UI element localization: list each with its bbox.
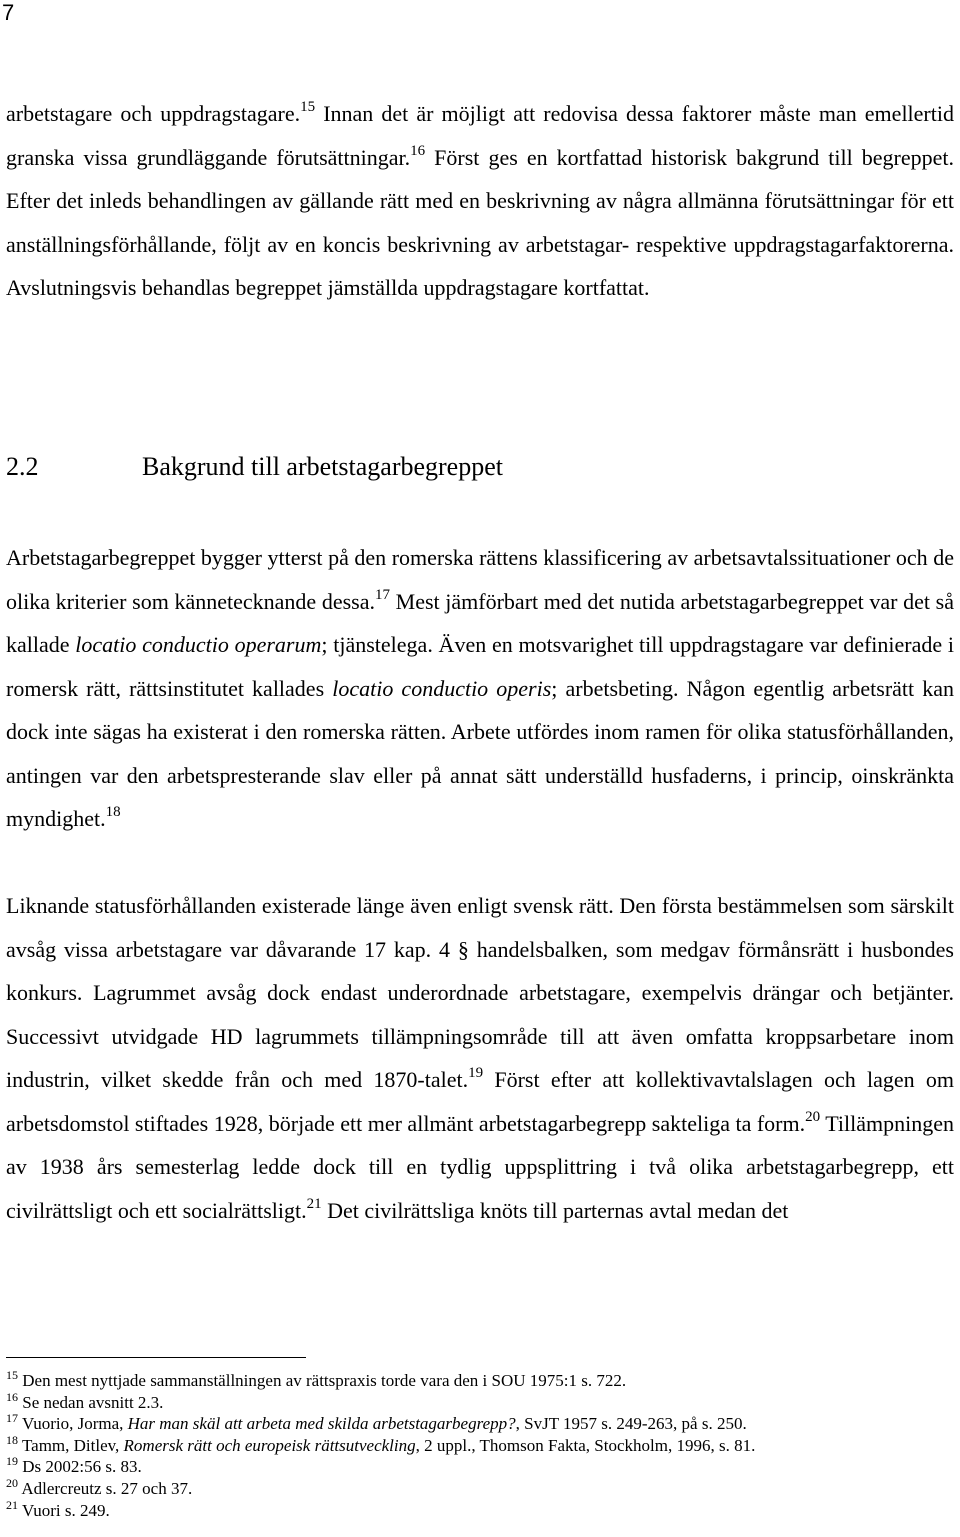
footnote-text: , 2 uppl., Thomson Fakta, Stockholm, 1996, s. 81. [415,1435,756,1455]
paragraph-intro [6,92,954,310]
footnote-text: Den mest nyttjade sammanställningen av rättspraxis torde vara den i SOU 1975:1 s. 722. [22,1371,627,1390]
text-run: arbetstagare och uppdragstagare. [6,101,301,126]
footnote-number: 21 [6,1497,18,1512]
footnote-number: 18 [6,1432,18,1447]
text-run: Liknande statusförhållanden existerade länge även enligt svensk rätt. Den första bestämmelsen som särskilt avsåg vissa arbetstagare var dåvarande 17 kap. 4 § handelsbalken, som medgav förmånsrätt i husbondes konkurs. Lagrummet avsåg dock endast underordnade arbetstagare, exempelvis drängar och betjänter. Successivt utvidgade HD lagrummets tillämpningsområde till att även omfatta kroppsarbetare inom industrin, vilket skedde från och med 1870-talet. [6,893,954,1092]
paragraph-background [6,536,954,841]
footnote-ref-19[interactable]: 19 [468,1065,484,1081]
footnote-19 [6,1456,954,1478]
footnote-ref-16[interactable]: 16 [410,142,426,159]
footnote-ref-18[interactable]: 18 [105,804,121,820]
paragraph-swedish-law [6,884,954,1232]
paragraph-text [6,92,954,310]
footnote-number: 19 [6,1454,18,1469]
text-run: Det civilrättsliga knöts till parternas avtal medan det [321,1197,789,1223]
text-run: Arbetstagarbegreppet bygger ytterst på den romerska rättens klassificering av arbetsavtalssituationer och de olika kriterier som kännetecknande dessa. [6,545,954,614]
footnote-ref-17[interactable]: 17 [374,586,390,603]
italic-term: locatio conductio operis [332,675,552,701]
text-run: ; arbetsbeting. Någon egentlig arbetsrätt kan dock inte sägas ha existerat i den romerska rätten. Arbete utfördes inom ramen för olika statusförhållanden, antingen var den arbetspresterande slav eller på annat sätt underställd husfaderns, i princip, oinskränkta myndighet. [6,675,954,831]
footnotes [6,1370,954,1521]
footnote-number: 16 [6,1389,18,1404]
footnote-text: Ds 2002:56 s. 83. [22,1457,142,1477]
footnote-text: Vuori s. 249. [21,1500,110,1520]
footnote-number: 20 [6,1475,18,1490]
footnote-separator [6,1357,306,1358]
text-run: Först efter att kollektivavtalslagen och lagen om arbetsdomstol stiftades 1928, började ett mer allmänt arbetstagarbegrepp sakteliga ta form. [6,1067,954,1136]
footnote-17 [6,1413,954,1435]
paragraph-text [6,884,954,1232]
footnote-text: Adlercreutz s. 27 och 37. [21,1478,193,1498]
text-run: Tillämpningen av 1938 års semesterlag ledde dock till en tydlig uppsplittring i två olika arbetstagarbegrepp, ett civilrättsligt och ett socialrättsligt. [6,1110,955,1223]
footnote-20 [6,1475,954,1500]
footnote-title: Har man skäl att arbeta med skilda arbetstagarbegrepp? [127,1414,516,1434]
section-heading [6,445,503,489]
footnote-text: Se nedan avsnitt 2.3. [22,1392,164,1412]
footnote-21 [6,1497,954,1522]
footnote-15 [6,1370,954,1392]
footnote-text: Tamm, Ditlev, [21,1435,124,1455]
text-run: ; tjänstelega. Även en motsvarighet till uppdragstagare var definierade i romersk rätt, rättsinstitutet kallades [6,632,954,701]
footnote-16 [6,1389,954,1414]
footnote-ref-20[interactable]: 20 [805,1108,821,1125]
footnote-18 [6,1432,954,1457]
section-title: Bakgrund till arbetstagarbegreppet [142,452,503,481]
footnote-ref-21[interactable]: 21 [306,1195,322,1212]
text-run: Först ges en kortfattad historisk bakgrund till begreppet. Efter det inleds behandlingen av gällande rätt med en beskrivning av några allmänna förutsättningar för ett anställningsförhållande, följt av en koncis beskrivning av arbetstagar- respektive uppdragstagarfaktorerna. Avslutningsvis behandlas begreppet jämställda uppdragstagare kortfattat. [6,144,954,300]
page-number: 7 [2,0,15,25]
footnote-title: Romersk rätt och europeisk rättsutveckling [123,1435,416,1455]
footnote-ref-15[interactable]: 15 [300,99,316,115]
footnote-text: , SvJT 1957 s. 249-263, på s. 250. [515,1414,747,1434]
text-run: Innan det är möjligt att redovisa dessa faktorer måste man emellertid granska vissa grundläggande förutsättningar. [6,101,954,170]
paragraph-text [6,536,954,841]
footnote-text: Vuorio, Jorma, [21,1414,128,1434]
text-run: Mest jämförbart med det nutida arbetstagarbegreppet var det så kallade [6,588,954,657]
section-number: 2.2 [6,452,39,481]
footnote-number: 15 [6,1368,18,1382]
footnote-number: 17 [6,1411,18,1426]
italic-term: locatio conductio operarum [75,632,322,657]
